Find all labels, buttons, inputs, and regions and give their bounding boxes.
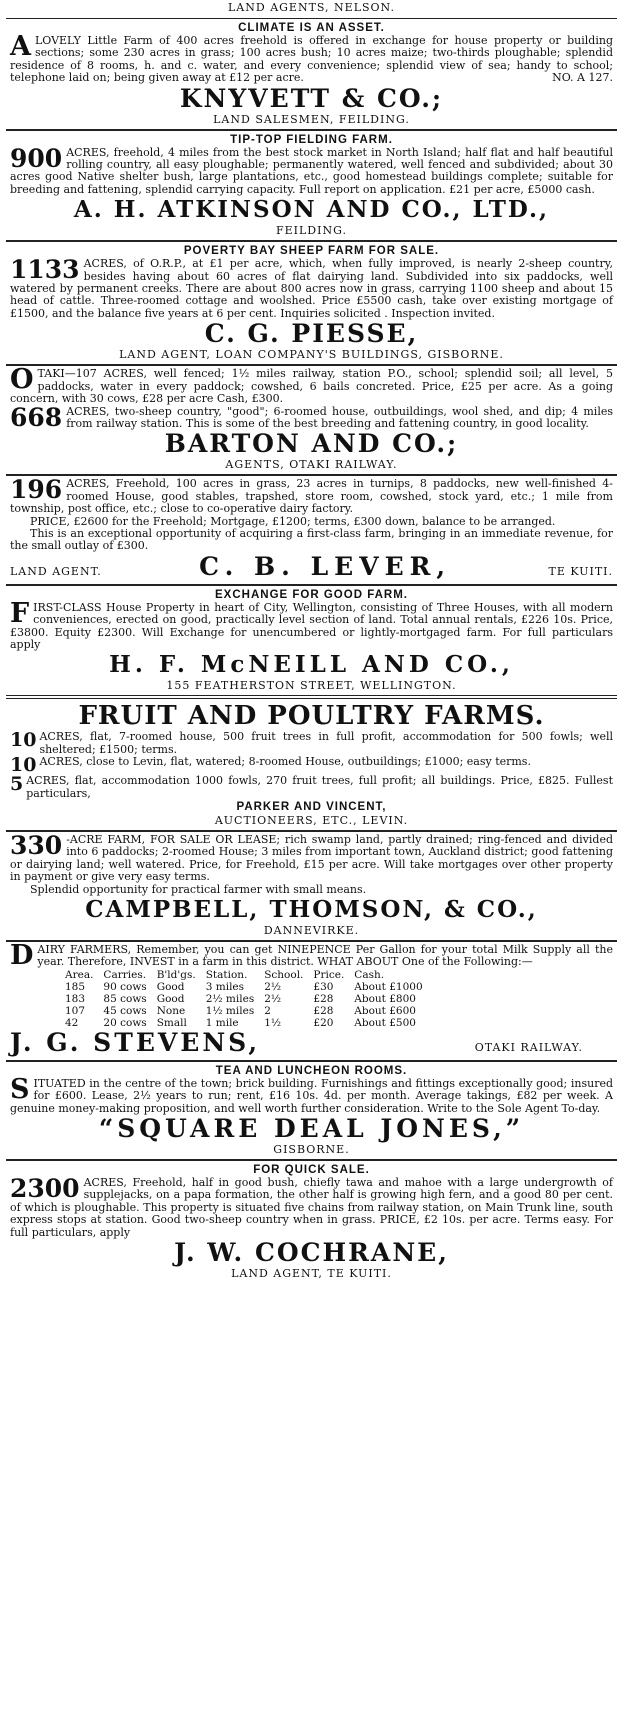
- table-header: Area. Carries. B'ld'gs. Station. School. Price. Cash.: [65, 968, 385, 981]
- agent-right: TE KUITI.: [548, 564, 613, 578]
- agent-address: LAND AGENT, LOAN COMPANY'S BUILDINGS, GISBORNE.: [119, 348, 504, 362]
- ad-climate-asset: [6, 19, 617, 131]
- agent-address: AGENTS, OTAKI RAILWAY.: [225, 458, 398, 472]
- drop-cap: F: [10, 597, 30, 629]
- table-row: 183 85 cows Good 2½ miles 2½ £28 About £800: [65, 992, 416, 1005]
- ad-price: PRICE, £2600 for the Freehold; Mortgage, £1200; terms, £300 down, balance to be arranged.: [30, 514, 556, 528]
- ad-item: 5 ACRES, flat, accommodation 1000 fowls, 270 fruit trees, full profit; all buildings. Price, £825. Fullest particulars,: [10, 773, 613, 800]
- ad-headline: EXCHANGE FOR GOOD FARM.: [215, 588, 408, 601]
- agent-address: AUCTIONEERS, ETC., LEVIN.: [214, 814, 409, 827]
- ad-body: A LOVELY Little Farm of 400 acres freehold is offered in exchange for house property or building sections; some 230 acres in grass; 100 acres bush; 10 acres maize; two-thirds ploughable; splendid residence of 8 rooms, h. and c. water, and every convenience; splendid view of sea; handy to school; telephone laid on; being given away at £12 per acre. NO. A 127.: [10, 31, 613, 85]
- ad-extra: This is an exceptional opportunity of acquiring a first-class farm, bringing in an immediate revenue, for the small outlay of £300.: [10, 526, 613, 553]
- ad-headline: TIP-TOP FIELDING FARM.: [230, 133, 393, 146]
- agent-row: [10, 553, 613, 581]
- ad-body: 2300 ACRES, Freehold, half in good bush, chiefly tawa and mahoe with a large undergrowth of supplejacks, on a papa formation, the other half is growing high fern, and a good 80 per cent. of which is ploughable. This property is situated five chains from railway station, on Main Trunk line, south express stops at station. Good two-sheep country when in grass. PRICE, £2 10s. per acre. Terms easy. For full particulars, apply: [10, 1174, 613, 1239]
- acreage-number: 10: [10, 729, 37, 752]
- drop-cap: O: [10, 364, 34, 396]
- ad-body: 1133 ACRES, of O.R.P., at £1 per acre, which, when fully improved, is nearly 2-sheep country, besides having about 60 acres of flat dairying land. Subdivided into six paddocks, well watered by permanent creeks. There are about 800 acres now in grass, carrying 1100 sheep and about 15 head of cattle. Three-roomed cottage and woolshed. Price £5500 cash, take over existing mortgage of £1500, and the balance five years at 6 per cent. Inquiries solicited . Inspection invited.: [10, 255, 613, 320]
- acreage-number: 1133: [10, 255, 80, 285]
- agent-address: GISBORNE.: [273, 1143, 350, 1157]
- ad-body: D AIRY FARMERS, Remember, you can get NINEPENCE Per Gallon for your total Milk Supply all the year. Therefore, INVEST in a farm in this district. WHAT ABOUT One of the Following:—: [10, 940, 613, 972]
- acreage-number: 330: [10, 831, 63, 860]
- acreage-number: 196: [10, 475, 63, 505]
- acreage-number: 10: [10, 754, 37, 777]
- ad-headline: POVERTY BAY SHEEP FARM FOR SALE.: [183, 245, 440, 258]
- ad-poverty-bay: [6, 242, 617, 366]
- ad-headline: CLIMATE IS AN ASSET.: [238, 22, 385, 34]
- ad-fruit-poultry: [6, 699, 617, 832]
- agent-address: LAND AGENT, TE KUITI.: [231, 1267, 392, 1281]
- acreage-number: 2300: [10, 1174, 80, 1204]
- agent-name: J. W. COCHRANE,: [174, 1238, 449, 1268]
- ad-exchange: [6, 586, 617, 700]
- agent-name: KNYVETT & CO.;: [179, 83, 444, 113]
- column-header: LAND AGENTS, NELSON.: [6, 0, 617, 19]
- agent-name: C. B. LEVER,: [199, 551, 452, 581]
- ad-body: S ITUATED in the centre of the town; brick building. Furnishings and fittings exceptionally good; insured for £600. Lease, 2½ years to run; rent, £16 10s. 4d. per month. Average takings, £82 per week. A genuine money-making proposition, and well worth further consideration. Write to the Sole Agent To-day.: [10, 1073, 613, 1115]
- agent-name: J. G. STEVENS,: [10, 1027, 261, 1057]
- agent-name: C. G. PIESSE,: [204, 319, 419, 349]
- ad-body: F IRST-CLASS House Property in heart of City, Wellington, consisting of Three Houses, with all modern conveniences, erected on good, practically level section of land. Total annual rentals, £226 10s. Price, £3800. Equity £2300. Will Exchange for unencumbered or lightly-mortgaged farm. For full particulars apply: [10, 597, 613, 651]
- ad-te-kuiti-196: [6, 476, 617, 585]
- ad-ref: NO. A 127.: [552, 71, 613, 85]
- ad-item: 10 ACRES, flat, 7-roomed house, 500 fruit trees in full profit, accommodation for 500 fowls; well sheltered; £1500; terms.: [10, 729, 613, 756]
- newspaper-column: [6, 0, 617, 1722]
- ad-body: 330 -ACRE FARM, FOR SALE OR LEASE; rich swamp land, partly drained; ring-fenced and divided into 6 paddocks; 2-roomed House; 3 miles from important town, Auckland district; good fattening or dairying land; well watered. Price, for Freehold, £15 per acre. Will take mortgages over other property in payment or give very easy terms.: [10, 831, 613, 884]
- ad-body-2: 668 ACRES, two-sheep country, "good"; 6-roomed house, outbuildings, wool shed, and dip; 4 miles from railway station. This is some of the best breeding and fattening country, in good locality.: [10, 402, 613, 432]
- agent-right: OTAKI RAILWAY.: [474, 1040, 583, 1054]
- drop-cap: S: [10, 1073, 30, 1105]
- ad-body: 196 ACRES, Freehold, 100 acres in grass, 23 acres in turnips, 8 paddocks, new well-finished 4-roomed House, good stables, trapshed, store room, cowshed, stock yard, etc.; 1 mile from township, post office, etc.; close to co-operative dairy factory.: [10, 475, 613, 516]
- agent-address: LAND SALESMEN, FEILDING.: [213, 112, 410, 126]
- ad-extra: Splendid opportunity for practical farmer with small means.: [30, 882, 367, 896]
- agent-address: FEILDING.: [276, 224, 347, 238]
- drop-cap: A: [10, 31, 31, 62]
- drop-cap: D: [10, 940, 34, 972]
- agent-name: PARKER AND VINCENT,: [236, 801, 387, 813]
- table-row: 107 45 cows None 1½ miles 2 £28 About £600: [65, 1004, 416, 1017]
- agent-name: A. H. ATKINSON AND CO., LTD.,: [73, 196, 550, 224]
- agent-name: CAMPBELL, THOMSON, & CO.,: [85, 896, 538, 924]
- ad-dairy-farmers: [6, 942, 617, 1062]
- ad-headline: FRUIT AND POULTRY FARMS.: [78, 701, 545, 732]
- farm-table: [60, 969, 428, 1029]
- ad-item: 10 ACRES, close to Levin, flat, watered; 8-roomed House, outbuildings; £1000; easy terms.: [10, 754, 531, 777]
- agent-name: H. F. McNEILL AND CO.,: [109, 651, 514, 679]
- acreage-number: 668: [10, 402, 63, 432]
- agent-address: 155 FEATHERSTON STREET, WELLINGTON.: [166, 679, 457, 693]
- agent-address: DANNEVIRKE.: [263, 924, 360, 938]
- acreage-number: 5: [10, 773, 24, 796]
- agent-name: “SQUARE DEAL JONES,”: [98, 1114, 525, 1144]
- table-row: 42 20 cows Small 1 mile 1½ £20 About £500: [65, 1016, 416, 1029]
- agent-left: LAND AGENT.: [10, 564, 102, 578]
- ad-body: 900 ACRES, freehold, 4 miles from the best stock market in North Island; half flat and half beautiful rolling country, all easy ploughable; permanently watered, well fenced and subdivided; about 30 acres good Native shelter bush, large plantations, etc., good homestead buildings complete; suitable for breeding and fattening, splendid carrying capacity. Full report on application. £21 per acre, £5000 cash.: [10, 143, 613, 196]
- ad-otaki: [6, 366, 617, 476]
- agent-row: [10, 1029, 613, 1057]
- ad-headline: FOR QUICK SALE.: [253, 1164, 370, 1177]
- acreage-number: 900: [10, 143, 63, 173]
- ad-tea-rooms: [6, 1062, 617, 1161]
- agent-name: BARTON AND CO.;: [164, 429, 459, 459]
- table-row: 185 90 cows Good 3 miles 2½ £30 About £1000: [65, 980, 423, 993]
- ad-headline: TEA AND LUNCHEON ROOMS.: [215, 1064, 408, 1077]
- ad-body-1: O TAKI—107 ACRES, well fenced; 1½ miles railway, station P.O., school; splendid soil; all level, 5 paddocks, water in every paddock; cowshed, 6 bails concreted. Price, £25 per acre. As a going concern, with 30 cows, £28 per acre Cash, £300.: [10, 364, 613, 406]
- ad-tip-top-farm: [6, 131, 617, 243]
- ad-quick-sale: [6, 1161, 617, 1283]
- ad-330-acre: [6, 832, 617, 942]
